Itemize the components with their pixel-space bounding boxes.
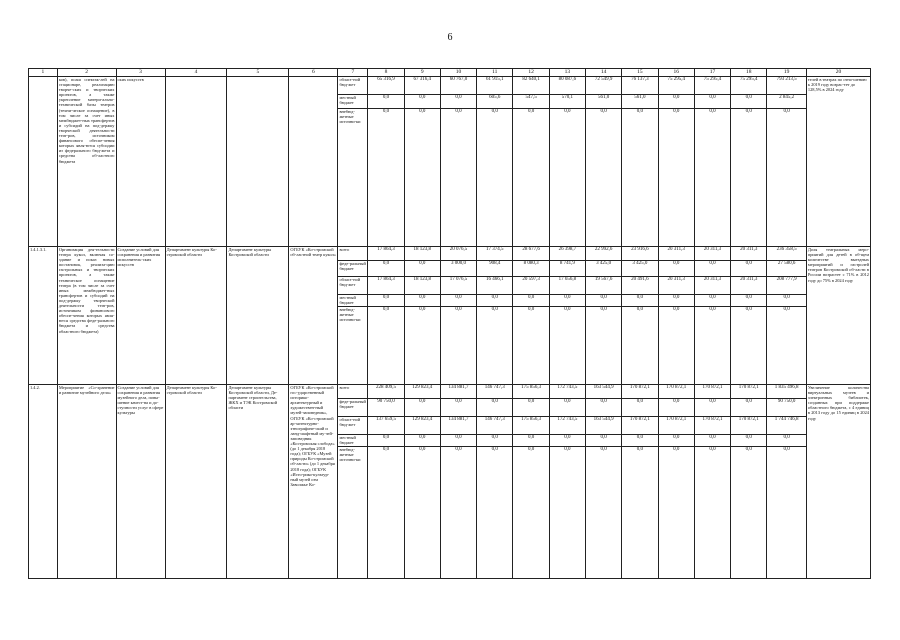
value-cell: 0,0 — [586, 399, 622, 417]
value-cell: 0,0 — [622, 109, 658, 247]
value-cell: 28 677,6 — [513, 247, 549, 261]
value-cell: 146 747,3 — [477, 417, 513, 435]
value-cell: 75 295,4 — [658, 77, 694, 95]
value-cell: 0,0 — [622, 399, 658, 417]
funding-source-label: местный бюджет — [338, 435, 368, 447]
coordinator-cell — [165, 77, 227, 247]
value-cell: 20 597,3 — [513, 277, 549, 295]
value-cell: 170 872,1 — [658, 385, 694, 399]
column-number: 6 — [289, 69, 338, 77]
executor-cell: Департамент культуры Костромской области — [227, 247, 289, 385]
value-cell: 0,0 — [694, 295, 730, 307]
total-value-cell: 236 358,5 — [767, 247, 806, 261]
value-cell: 17 374,5 — [477, 247, 513, 261]
value-cell: 0,0 — [731, 95, 767, 109]
value-cell: 20 311,3 — [731, 247, 767, 261]
value-cell: 0,0 — [658, 261, 694, 277]
value-cell: 17 864,3 — [368, 277, 404, 295]
value-cell: 18 123,8 — [404, 247, 440, 261]
value-cell: 0,0 — [694, 447, 730, 579]
value-cell: 0,0 — [586, 447, 622, 579]
value-cell: 0,0 — [694, 261, 730, 277]
value-cell: 60 767,0 — [440, 77, 476, 95]
value-cell: 170 872,1 — [694, 385, 730, 399]
value-cell: 0,0 — [694, 109, 730, 247]
value-cell: 17 864,3 — [368, 247, 404, 261]
value-cell: 0,0 — [549, 307, 585, 385]
value-cell: 175 856,3 — [513, 385, 549, 399]
column-number: 10 — [440, 69, 476, 77]
column-number: 11 — [477, 69, 513, 77]
funding-source-label: феде-ральный бюджет — [338, 399, 368, 417]
value-cell: 908,4 — [477, 261, 513, 277]
value-cell: 0,0 — [440, 447, 476, 579]
value-cell: 0,0 — [549, 447, 585, 579]
value-cell: 0,0 — [658, 307, 694, 385]
value-cell: 0,0 — [622, 435, 658, 447]
value-cell: 0,0 — [622, 295, 658, 307]
executor-cell: Департамент культуры Костромской области, Де-партамент строительства, ЖКХ и ТЭК Костромской области — [227, 385, 289, 579]
value-cell: 0,0 — [731, 109, 767, 247]
value-cell: 0,0 — [404, 447, 440, 579]
funding-source-label: всего — [338, 385, 368, 399]
value-cell: 0,0 — [513, 109, 549, 247]
value-cell: 0,0 — [658, 95, 694, 109]
value-cell: 0,0 — [731, 399, 767, 417]
column-number: 5 — [227, 69, 289, 77]
funding-source-label: феде-ральный бюджет — [338, 261, 368, 277]
coordinator-cell: Департамент культуры Ко-стромской области — [165, 247, 227, 385]
value-cell: 0,0 — [622, 447, 658, 579]
value-cell: 0,0 — [549, 295, 585, 307]
column-number: 19 — [767, 69, 806, 77]
value-cell: 20 311,3 — [694, 277, 730, 295]
total-value-cell: 793 213,5 — [767, 77, 806, 95]
column-number: 4 — [165, 69, 227, 77]
funding-source-label: всего — [338, 247, 368, 261]
budget-table — [28, 68, 871, 579]
value-cell: 129 823,4 — [404, 417, 440, 435]
column-number: 9 — [404, 69, 440, 77]
value-cell: 0,0 — [658, 295, 694, 307]
value-cell: 23 916,6 — [622, 247, 658, 261]
value-cell: 0,0 — [404, 399, 440, 417]
value-cell: 0,0 — [404, 307, 440, 385]
value-cell: 0,0 — [549, 399, 585, 417]
value-cell: 170 872,1 — [731, 385, 767, 399]
activity-name-cell: Организация дея-тельности театра кукол, включая со-здание и показ новых постановок, реализа-цию гастрольных и творческих проектов, а также техническое оснащение театра (в том числе за счет иных межбюджет-ных трансфертов и субсидий на под-держку творческой деятельности теат-ров, источником финансового обеспе-чения которых явля-ются средства феде-рального бюджета и средства областного бюджета) — [57, 247, 116, 385]
column-number: 1 — [29, 69, 58, 77]
value-cell: 163 544,9 — [586, 417, 622, 435]
table-row — [29, 77, 871, 95]
value-cell: 8 741,9 — [549, 261, 585, 277]
value-cell: 75 295,4 — [694, 77, 730, 95]
value-cell: 0,0 — [513, 295, 549, 307]
column-number: 17 — [694, 69, 730, 77]
value-cell: 170 872,1 — [622, 417, 658, 435]
total-value-cell: 2 845,2 — [767, 95, 806, 109]
value-cell: 0,0 — [440, 109, 476, 247]
value-cell: 0,0 — [440, 435, 476, 447]
value-cell: 19 567,6 — [586, 277, 622, 295]
funding-source-label: внебюд-жетные источни-ки — [338, 109, 368, 247]
value-cell: 0,0 — [404, 95, 440, 109]
value-cell: 67 316,4 — [404, 77, 440, 95]
total-value-cell: 0,0 — [767, 109, 806, 247]
value-cell: 0,0 — [404, 261, 440, 277]
column-number: 15 — [622, 69, 658, 77]
value-cell: 561,0 — [586, 95, 622, 109]
total-value-cell: 27 580,6 — [767, 261, 806, 277]
value-cell: 61 915,1 — [477, 77, 513, 95]
value-cell: 0,0 — [513, 399, 549, 417]
goal-cell: Создание условий для сохранения и развития музейного дела, повы-шение качест-ва и до-ступности услуг в сфере культуры — [116, 385, 165, 579]
page-number: 6 — [447, 32, 453, 43]
goal-cell: Создание условий для сохранения и развития исполнитель-ских искусств — [116, 247, 165, 385]
value-cell: 3 000,0 — [440, 261, 476, 277]
value-cell: 0,0 — [658, 435, 694, 447]
total-value-cell: 0,0 — [767, 307, 806, 385]
value-cell: 26 398,7 — [549, 247, 585, 261]
value-cell: 76 137,3 — [622, 77, 658, 95]
value-cell: 0,0 — [440, 295, 476, 307]
table-row — [29, 247, 871, 261]
value-cell: 0,0 — [368, 95, 404, 109]
total-value-cell: 208 777,9 — [767, 277, 806, 295]
value-cell: 0,0 — [368, 261, 404, 277]
column-number: 7 — [338, 69, 368, 77]
value-cell: 0,0 — [731, 261, 767, 277]
value-cell: 0,0 — [694, 95, 730, 109]
participant-cell: ОГБУК «Ко-стромской гос-ударственный историко-архитектурный и художествен-ный музей-заповедник», ОГБУК «Ко-стромской ар-хитектурно-этнографиче-ский и ланд-шафтный му-зей-заповедник «Костромская слобода» (до 1 декабря 2018 года); ОГБУК «Музей природы Ко-стромской об-ласти» (до 1 декабря 2018 года); ОГБУК «Исто-рико-культур-ный музей озм Заволжье Ко- — [289, 385, 338, 579]
value-cell: 3 425,0 — [586, 261, 622, 277]
funding-source-label: област-ной бюд-жет — [338, 77, 368, 95]
value-cell: 0,0 — [549, 109, 585, 247]
column-number: 12 — [513, 69, 549, 77]
funding-source-label: внебюд-жетные источни-ки — [338, 307, 368, 385]
total-value-cell: 1 835 496,8 — [767, 385, 806, 399]
activity-name-cell: ков), поаш спектак-лей на стационаре, реализацию творче-ских и творческих проектов, а также укрепление матери-ально-технической базы театров (техни-ческое оснащение), в том числе за счет иных межбюджет-ных трансфертов и субсидий на под-держку творческой деятельности теат-ров, источником финансового обеспе-чения которых явля-ются субсидии из федерального бюд-жета и средства об-ластного бюджета — [57, 77, 116, 247]
total-value-cell: 0,0 — [767, 447, 806, 579]
expected-result-cell: Доля театральных меро-приятий для детей в об-щем количестве выездных мероприятий и гастролей театров Костромской об-ласти в России возрастет с 71% в 2012 году до 75% в 2024 году — [806, 247, 870, 385]
value-cell: 16 466,1 — [477, 277, 513, 295]
value-cell: 0,0 — [477, 435, 513, 447]
value-cell: 0,0 — [404, 109, 440, 247]
value-cell: 170 872,1 — [694, 417, 730, 435]
table-row — [29, 385, 871, 399]
value-cell: 0,0 — [513, 447, 549, 579]
value-cell: 0,0 — [368, 109, 404, 247]
funding-source-label: внебюд-жетные источни-ки — [338, 447, 368, 579]
value-cell: 20 076,5 — [440, 247, 476, 261]
value-cell: 20 311,3 — [658, 247, 694, 261]
goal-cell: ских искусств — [116, 77, 165, 247]
value-cell: 170 872,1 — [658, 417, 694, 435]
activity-name-cell: Мероприятие «Со-хранение и развитие музейного дела» — [57, 385, 116, 579]
value-cell: 20 311,3 — [731, 277, 767, 295]
column-number: 13 — [549, 69, 585, 77]
value-cell: 175 856,3 — [513, 417, 549, 435]
value-cell: 0,0 — [368, 435, 404, 447]
value-cell: 0,0 — [586, 435, 622, 447]
value-cell: 0,0 — [586, 295, 622, 307]
value-cell: 0,0 — [404, 435, 440, 447]
column-number: 20 — [806, 69, 870, 77]
value-cell: 0,0 — [731, 307, 767, 385]
column-number: 3 — [116, 69, 165, 77]
value-cell: 0,0 — [549, 435, 585, 447]
value-cell: 20 491,6 — [622, 277, 658, 295]
value-cell: 163 544,9 — [586, 385, 622, 399]
value-cell: 137 659,5 — [368, 417, 404, 435]
value-cell: 0,0 — [513, 435, 549, 447]
value-cell: 75 295,4 — [731, 77, 767, 95]
value-cell: 0,0 — [440, 95, 476, 109]
value-cell: 0,0 — [658, 447, 694, 579]
value-cell: 0,0 — [477, 399, 513, 417]
value-cell: 170 872,1 — [731, 417, 767, 435]
value-cell: 17 656,8 — [549, 277, 585, 295]
total-value-cell: 0,0 — [767, 435, 806, 447]
expected-result-cell: телей в театрах по отно-шению к 2019 году возрас-тет до 128,5% в 2024 году — [806, 77, 870, 247]
column-number: 14 — [586, 69, 622, 77]
funding-source-label: местный бюджет — [338, 95, 368, 109]
value-cell: 134 881,7 — [440, 385, 476, 399]
value-cell: 0,0 — [586, 109, 622, 247]
column-number: 18 — [731, 69, 767, 77]
value-cell: 146 747,3 — [477, 385, 513, 399]
value-cell: 172 743,5 — [549, 385, 585, 399]
value-cell: 0,0 — [622, 307, 658, 385]
coordinator-cell: Департамент культуры Ко-стромской области — [165, 385, 227, 579]
column-number-row — [29, 69, 871, 77]
value-cell: 90 750,0 — [368, 399, 404, 417]
value-cell: 0,0 — [404, 295, 440, 307]
row-number-cell — [29, 77, 58, 247]
value-cell: 547,5 — [513, 95, 549, 109]
value-cell: 0,0 — [731, 447, 767, 579]
column-number: 2 — [57, 69, 116, 77]
value-cell: 0,0 — [658, 109, 694, 247]
value-cell: 0,0 — [586, 307, 622, 385]
value-cell: 129 823,4 — [404, 385, 440, 399]
value-cell: 20 311,3 — [694, 247, 730, 261]
column-number: 8 — [368, 69, 404, 77]
value-cell: 0,0 — [513, 307, 549, 385]
value-cell: 0,0 — [694, 399, 730, 417]
value-cell: 0,0 — [368, 295, 404, 307]
row-number-cell: 1.4.2. — [29, 385, 58, 579]
value-cell: 22 992,6 — [586, 247, 622, 261]
value-cell: 0,0 — [658, 399, 694, 417]
value-cell: 170 872,1 — [622, 385, 658, 399]
funding-source-label: област-ной бюд-жет — [338, 417, 368, 435]
executor-cell — [227, 77, 289, 247]
participant-cell: ОГБУК «Ко-стромской об-ластной театр кукол» — [289, 247, 338, 385]
value-cell: 0,0 — [731, 435, 767, 447]
value-cell: 228 409,5 — [368, 385, 404, 399]
expected-result-cell: Увеличение количества виртуальных музеев и электронных библиотек, созданных при поддержке областного бюджета, с 4 единиц в 2013 году до 15 единиц в 2024 году — [806, 385, 870, 579]
value-cell: 0,0 — [477, 109, 513, 247]
value-cell: 0,0 — [731, 295, 767, 307]
value-cell: 3 425,0 — [622, 261, 658, 277]
value-cell: 18 123,8 — [404, 277, 440, 295]
value-cell: 0,0 — [368, 307, 404, 385]
total-value-cell: 1 744 746,8 — [767, 417, 806, 435]
value-cell: 0,0 — [477, 295, 513, 307]
row-number-cell: 1.4.1.3.1. — [29, 247, 58, 385]
value-cell: 17 076,5 — [440, 277, 476, 295]
funding-source-label: местный бюджет — [338, 295, 368, 307]
value-cell: 0,0 — [694, 435, 730, 447]
value-cell: 0,0 — [694, 307, 730, 385]
value-cell: 80 087,6 — [549, 77, 585, 95]
value-cell: 82 640,1 — [513, 77, 549, 95]
value-cell: 172 743,5 — [549, 417, 585, 435]
value-cell: 561,0 — [622, 95, 658, 109]
value-cell: 20 311,3 — [658, 277, 694, 295]
total-value-cell: 90 750,0 — [767, 399, 806, 417]
value-cell: 72 549,9 — [586, 77, 622, 95]
participant-cell — [289, 77, 338, 247]
value-cell: 605,6 — [477, 95, 513, 109]
value-cell: 0,0 — [477, 307, 513, 385]
value-cell: 8 080,3 — [513, 261, 549, 277]
total-value-cell: 0,0 — [767, 295, 806, 307]
column-number: 16 — [658, 69, 694, 77]
value-cell: 134 881,7 — [440, 417, 476, 435]
value-cell: 0,0 — [440, 307, 476, 385]
value-cell: 0,0 — [440, 399, 476, 417]
value-cell: 65 316,9 — [368, 77, 404, 95]
value-cell: 0,0 — [477, 447, 513, 579]
value-cell: 570,1 — [549, 95, 585, 109]
funding-source-label: област-ной бюд-жет — [338, 277, 368, 295]
value-cell: 0,0 — [368, 447, 404, 579]
